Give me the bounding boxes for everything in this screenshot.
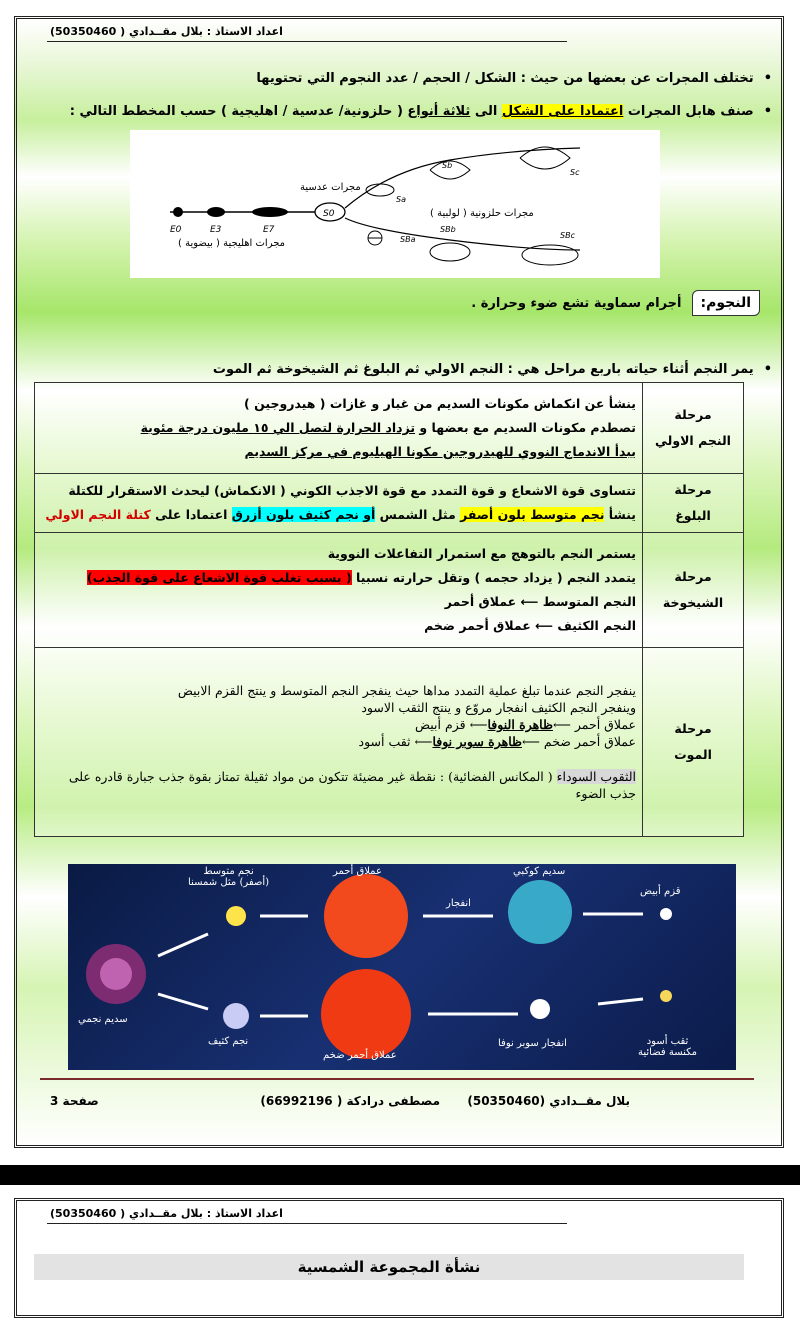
sb-galaxy	[430, 161, 470, 179]
hubble-diagram	[130, 130, 660, 278]
stage-name	[643, 474, 744, 533]
stage-name	[643, 533, 744, 648]
stage-subtitle: الموت	[674, 747, 712, 762]
footer-name: بلال مقــدادي	[549, 1094, 630, 1108]
footer-name: مصطفى درادكة	[346, 1094, 440, 1108]
text: النجم الكثيف	[557, 618, 636, 633]
spacer	[41, 750, 636, 768]
nebula-core	[100, 958, 132, 990]
stars-definition-text: أجرام سماوية تشع ضوء وحرارة .	[471, 295, 682, 311]
line	[41, 716, 636, 733]
label-e7: E7	[263, 225, 275, 235]
text: صنف هابل المجرات	[623, 104, 754, 119]
label-spiral: مجرات حلزونية ( لولبية )	[430, 208, 534, 219]
stars-label: النجوم:	[692, 290, 761, 316]
label-e3: E3	[210, 225, 222, 235]
line	[41, 614, 636, 638]
arrow	[158, 934, 208, 956]
header-rule	[47, 41, 567, 42]
star-lifecycle-diagram	[68, 864, 736, 1070]
arrow-icon: ⟵	[552, 717, 571, 732]
label-black-hole: ثقب أسود مكنسة فضائية	[638, 1036, 698, 1058]
label-sbb: SBb	[440, 225, 456, 234]
stars-definition	[471, 283, 760, 323]
star-stages-table	[34, 382, 744, 837]
red-text: كتلة النجم الاولي	[45, 507, 151, 522]
stage-name	[643, 648, 744, 837]
footer-rule	[40, 1078, 754, 1080]
footer-coauthor	[260, 1094, 440, 1108]
line	[41, 590, 636, 614]
bullet-hubble-classification	[70, 104, 772, 119]
stage-row-protostar	[35, 383, 744, 474]
label-supernova: انفجار سوبر نوفا	[498, 1038, 567, 1049]
e3-galaxy	[207, 207, 225, 217]
e7-galaxy	[252, 207, 288, 217]
arrow-icon: ⟵	[520, 594, 539, 609]
bullet-galaxy-differences: • تختلف المجرات عن بعضها من حيث : الشكل / الحجم / عدد النجوم التي تحتويها	[256, 71, 772, 86]
e0-galaxy	[173, 207, 183, 217]
planetary-nebula-shape	[508, 880, 572, 944]
text: قزم أبيض	[414, 717, 466, 732]
footer-author	[467, 1094, 630, 1108]
label-e0: E0	[170, 225, 182, 235]
label-sba: SBa	[400, 235, 416, 244]
label-nebula: سديم نجمي	[78, 1014, 128, 1025]
line: يستمر النجم بالتوهج مع استمرار التفاعلات النووية	[327, 546, 636, 561]
arrow-icon: ⟵	[414, 734, 433, 749]
sc-galaxy	[520, 147, 580, 177]
label-sa: Sa	[396, 195, 406, 204]
underline-three-types: ثلاثة أنواع	[407, 104, 471, 119]
lifecycle-svg	[68, 864, 736, 1070]
line	[41, 566, 636, 590]
stage-description	[35, 383, 643, 474]
text: اعتمادا على	[150, 507, 232, 522]
footer-phone: ( 66992196)	[260, 1094, 343, 1108]
stage-row-old-age	[35, 533, 744, 648]
sbb-galaxy	[430, 225, 470, 261]
text: ظاهرة النوفا	[487, 717, 553, 732]
text: ينشأ	[604, 507, 636, 522]
arrow-icon: ⟵	[469, 717, 488, 732]
label-sb: Sb	[442, 161, 453, 170]
sa-galaxy	[366, 184, 406, 204]
text: تصطدم مكونات السديم مع بعضها و	[415, 420, 636, 435]
dense-star-shape	[223, 1003, 249, 1029]
highlight-shape: اعتمادا على الشكل	[501, 104, 624, 119]
text: ( حلزونية/ عدسية / اهليجية ) حسب المخطط التالي :	[69, 104, 408, 119]
label-red-giant: عملاق أحمر	[333, 866, 382, 877]
bullet-star-stages: • يمر النجم أثناء حياته باربع مراحل هي : النجم الاولي ثم البلوغ ثم الشيخوخة ثم الموت	[213, 362, 772, 377]
text: مثل الشمس	[375, 507, 461, 522]
line	[41, 733, 636, 750]
label-sc: Sc	[570, 168, 580, 177]
page-number: صفحة 3	[50, 1094, 99, 1108]
text: عملاق أحمر ضخم	[424, 618, 531, 633]
highlight-gray: الثقوب السوداء	[556, 769, 636, 784]
text: يتمدد النجم ( يزداد حجمه ) وتقل حرارته نسبيا	[351, 570, 636, 585]
hubble-svg	[130, 130, 660, 278]
line	[41, 503, 636, 527]
label-white-dwarf: قزم أبيض	[640, 886, 681, 897]
label-sbc: SBc	[560, 231, 575, 240]
line: تتساوى قوة الاشعاع و قوة التمدد مع قوة الاجذب الكوني ( الانكماش) ليحدث الاستقرار للكتلة	[68, 483, 636, 498]
label-avg-star: نجم متوسط (أصفر) مثل شمسنا	[188, 866, 270, 888]
line: ينفجر النجم عندما تبلغ عملية التمدد مداها حيث ينفجر النجم المتوسط و ينتج القزم الابيض	[177, 683, 636, 698]
section-title: نشأة المجموعة الشمسية	[34, 1254, 744, 1280]
highlight-red: ( بسبب تغلب قوة الاشعاع على قوة الجذب)	[86, 570, 352, 585]
underlined-text: تزداد الحرارة لتصل الي ١٥ مليون درجة مئوية	[140, 420, 416, 435]
text: عملاق أحمر	[574, 717, 636, 732]
stage-description	[35, 474, 643, 533]
label-lenticular: مجرات عدسية	[300, 182, 361, 193]
stage-name	[643, 383, 744, 474]
label-elliptical: مجرات اهليجية ( بيضوية )	[178, 238, 286, 249]
stage-subtitle: النجم الاولي	[655, 433, 731, 448]
stage-row-maturity	[35, 474, 744, 533]
text: النجم المتوسط	[542, 594, 636, 609]
line: ينشأ عن انكماش مكونات السديم من غبار و غازات ( هيدروجين )	[244, 396, 636, 411]
black-hole-shape	[660, 990, 672, 1002]
text: الى	[470, 104, 502, 119]
label-s0: S0	[323, 209, 335, 219]
line: يبدأ الاندماج النووي للهيدروجين مكونا الهيليوم في مركز السديم	[244, 444, 636, 459]
stage-subtitle: البلوغ	[675, 508, 711, 523]
footer-phone: (50350460)	[467, 1094, 546, 1108]
supernova-shape	[530, 999, 550, 1019]
stage-description	[35, 533, 643, 648]
stage-title: مرحلة	[674, 569, 712, 584]
header-rule	[47, 1223, 567, 1224]
text: ( المكانس الفضائية) : نقطة غير مضيئة تتكون من مواد ثقيلة تمتاز بقوة جذب جبارة قادره على جذب الضوء	[68, 769, 636, 801]
label-big-red-giant: عملاق أحمر ضخم	[323, 1050, 397, 1061]
label-dense-star: نجم كثيف	[208, 1036, 249, 1047]
text: عملاق أحمر	[444, 594, 517, 609]
text: ظاهرة سوبر نوفا	[432, 734, 522, 749]
arrow-icon: ⟵	[521, 734, 540, 749]
stage-title: مرحلة	[674, 482, 712, 497]
stage-title: مرحلة	[674, 407, 712, 422]
avg-star-shape	[226, 906, 246, 926]
big-red-giant-shape	[321, 969, 411, 1059]
stage-description	[35, 648, 643, 837]
line	[41, 416, 636, 440]
page-divider	[0, 1165, 800, 1185]
sba-galaxy	[368, 231, 416, 245]
text: عملاق أحمر ضخم	[543, 734, 636, 749]
line	[41, 768, 636, 802]
arrow-icon: ⟵	[535, 618, 554, 633]
highlight-blue-star: أو نجم كثيف بلون أزرق	[231, 507, 376, 522]
stage-subtitle: الشيخوخة	[662, 595, 724, 610]
text: ثقب أسود	[358, 734, 411, 749]
stage-title: مرحلة	[674, 721, 712, 736]
arrow	[598, 999, 643, 1004]
red-giant-shape	[324, 874, 408, 958]
white-dwarf-shape	[660, 908, 672, 920]
line: وينفجر النجم الكثيف انفجار مروّع و ينتج الثقب الاسود	[361, 700, 636, 715]
spiral-branch	[345, 148, 580, 208]
label-planetary-nebula: سديم كوكبي	[513, 866, 566, 877]
header-author: اعداد الاستاذ : بلال مقــدادي ( 50350460)	[50, 25, 283, 38]
sbc-galaxy	[522, 231, 578, 265]
label-explosion: انفجار	[446, 898, 471, 909]
highlight-yellow-star: نجم متوسط بلون أصفر	[460, 507, 605, 522]
arrow	[158, 994, 208, 1009]
stage-row-death	[35, 648, 744, 837]
header-author: اعداد الاستاذ : بلال مقــدادي ( 50350460)	[50, 1207, 283, 1220]
